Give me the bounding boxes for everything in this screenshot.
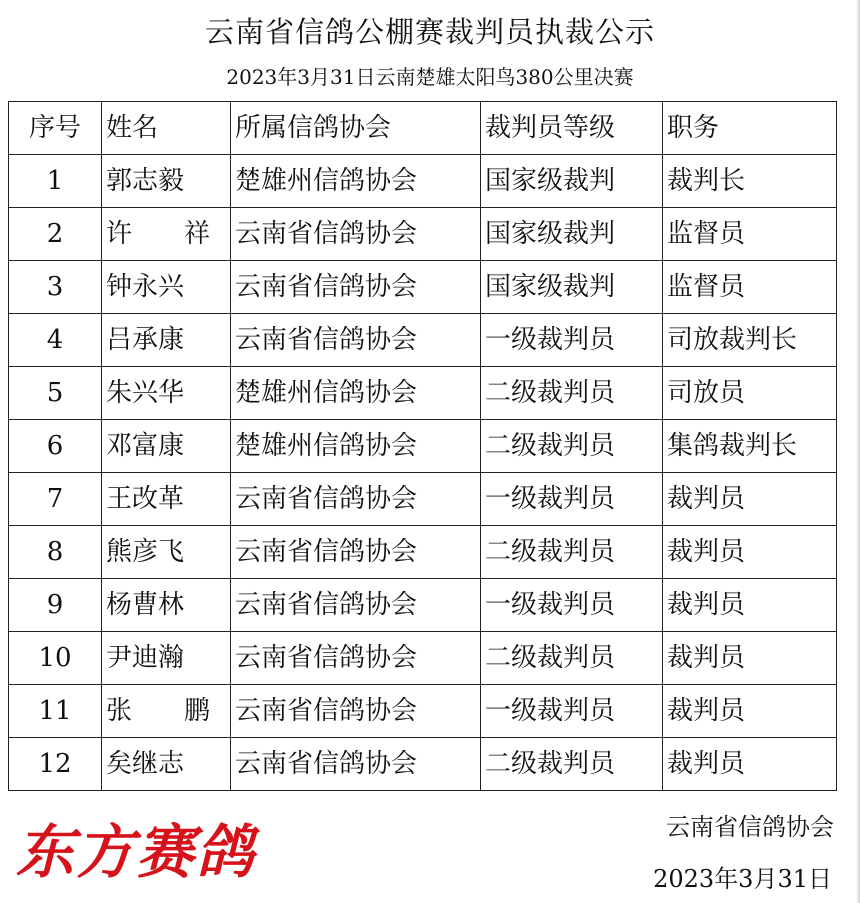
cell-association: 云南省信鸽协会 (231, 738, 481, 791)
footer-date: 2023年3月31日 (653, 865, 832, 893)
cell-association: 云南省信鸽协会 (231, 685, 481, 738)
cell-grade: 国家级裁判 (481, 261, 663, 314)
cell-name: 吕承康 (102, 314, 231, 367)
header-seq: 序号 (9, 102, 102, 155)
cell-name: 钟永兴 (102, 261, 231, 314)
cell-duty: 司放员 (663, 367, 837, 420)
page-edge-shadow (856, 0, 860, 903)
cell-duty: 集鸽裁判长 (663, 420, 837, 473)
cell-association: 楚雄州信鸽协会 (231, 420, 481, 473)
cell-association: 云南省信鸽协会 (231, 579, 481, 632)
cell-duty: 裁判员 (663, 526, 837, 579)
cell-seq: 1 (9, 155, 102, 208)
cell-duty: 裁判员 (663, 579, 837, 632)
cell-seq: 10 (9, 632, 102, 685)
cell-grade: 二级裁判员 (481, 738, 663, 791)
footer-organization: 云南省信鸽协会 (666, 813, 834, 841)
table-row (9, 526, 837, 579)
cell-duty: 裁判员 (663, 473, 837, 526)
cell-name: 张 鹏 (102, 685, 231, 738)
cell-grade: 国家级裁判 (481, 208, 663, 261)
cell-name: 矣继志 (102, 738, 231, 791)
table-row (9, 155, 837, 208)
cell-seq: 12 (9, 738, 102, 791)
header-grade: 裁判员等级 (481, 102, 663, 155)
table-row (9, 473, 837, 526)
table-row (9, 261, 837, 314)
cell-association: 云南省信鸽协会 (231, 632, 481, 685)
cell-grade: 二级裁判员 (481, 420, 663, 473)
cell-grade: 一级裁判员 (481, 579, 663, 632)
table-row (9, 579, 837, 632)
cell-seq: 2 (9, 208, 102, 261)
cell-association: 云南省信鸽协会 (231, 314, 481, 367)
cell-duty: 司放裁判长 (663, 314, 837, 367)
cell-name: 邓富康 (102, 420, 231, 473)
cell-seq: 11 (9, 685, 102, 738)
table-row (9, 367, 837, 420)
table-header-row (9, 102, 837, 155)
cell-name: 熊彦飞 (102, 526, 231, 579)
cell-association: 云南省信鸽协会 (231, 526, 481, 579)
cell-seq: 8 (9, 526, 102, 579)
cell-name: 郭志毅 (102, 155, 231, 208)
cell-duty: 监督员 (663, 208, 837, 261)
cell-name: 杨曹林 (102, 579, 231, 632)
cell-seq: 4 (9, 314, 102, 367)
cell-name: 尹迪瀚 (102, 632, 231, 685)
table-row (9, 685, 837, 738)
cell-seq: 3 (9, 261, 102, 314)
cell-association: 楚雄州信鸽协会 (231, 155, 481, 208)
cell-grade: 二级裁判员 (481, 526, 663, 579)
referee-table (8, 101, 837, 791)
document-subtitle: 2023年3月31日云南楚雄太阳鸟380公里决赛 (226, 65, 634, 89)
table-row (9, 314, 837, 367)
cell-association: 云南省信鸽协会 (231, 208, 481, 261)
cell-association: 云南省信鸽协会 (231, 473, 481, 526)
header-association: 所属信鸽协会 (231, 102, 481, 155)
cell-duty: 裁判员 (663, 738, 837, 791)
cell-grade: 二级裁判员 (481, 367, 663, 420)
cell-duty: 裁判员 (663, 685, 837, 738)
cell-grade: 一级裁判员 (481, 473, 663, 526)
cell-name: 王改革 (102, 473, 231, 526)
cell-name: 朱兴华 (102, 367, 231, 420)
logo-text: 东方赛鸽 (16, 818, 257, 886)
cell-association: 云南省信鸽协会 (231, 261, 481, 314)
table-row (9, 632, 837, 685)
cell-duty: 监督员 (663, 261, 837, 314)
cell-grade: 二级裁判员 (481, 632, 663, 685)
cell-grade: 一级裁判员 (481, 314, 663, 367)
cell-association: 楚雄州信鸽协会 (231, 367, 481, 420)
header-duty: 职务 (663, 102, 837, 155)
dongfang-saige-logo (12, 808, 274, 886)
cell-grade: 一级裁判员 (481, 685, 663, 738)
table-row (9, 420, 837, 473)
cell-duty: 裁判员 (663, 632, 837, 685)
table-row (9, 738, 837, 791)
header-name: 姓名 (102, 102, 231, 155)
cell-grade: 国家级裁判 (481, 155, 663, 208)
cell-seq: 5 (9, 367, 102, 420)
cell-seq: 7 (9, 473, 102, 526)
cell-seq: 9 (9, 579, 102, 632)
document-title: 云南省信鸽公棚赛裁判员执裁公示 (204, 15, 655, 49)
table-row (9, 208, 837, 261)
cell-duty: 裁判长 (663, 155, 837, 208)
cell-name: 许 祥 (102, 208, 231, 261)
cell-seq: 6 (9, 420, 102, 473)
